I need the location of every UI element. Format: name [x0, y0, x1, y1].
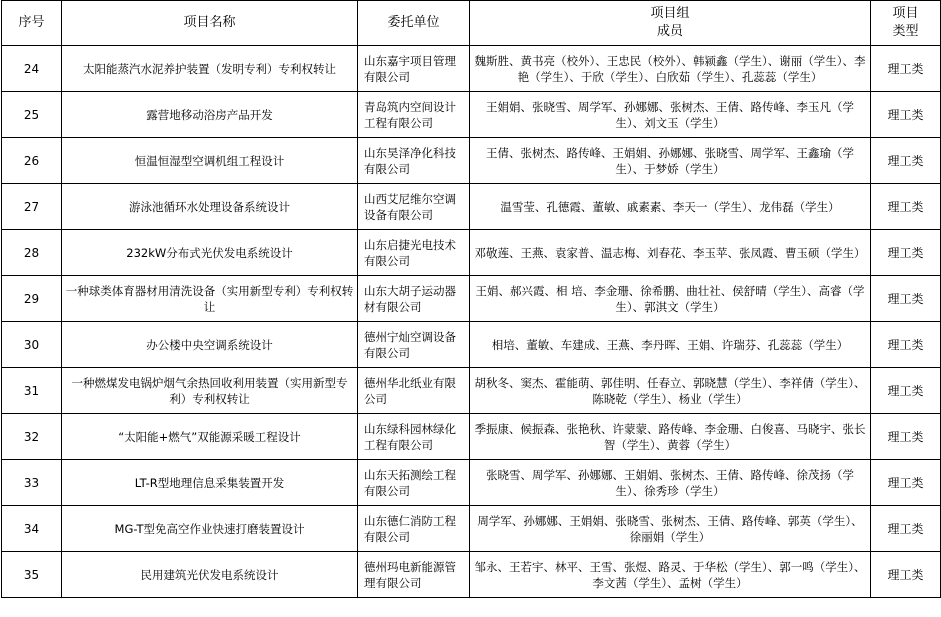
table-row: [2, 322, 941, 368]
cell-seq: 32: [2, 414, 62, 460]
header-seq: 序号: [2, 1, 62, 46]
cell-members: 胡秋冬、窦杰、霍能萌、郭佳明、任春立、郭晓慧（学生）、李祥倩（学生）、陈晓乾（学生）、杨业（学生）: [470, 368, 871, 414]
cell-name: 游泳池循环水处理设备系统设计: [62, 184, 358, 230]
cell-name: LT-R型地理信息采集装置开发: [62, 460, 358, 506]
cell-members: 相培、董敏、车建成、王燕、李丹晖、王娟、许瑞芬、孔蕊蕊（学生）: [470, 322, 871, 368]
cell-seq: 33: [2, 460, 62, 506]
cell-type: 理工类: [871, 460, 941, 506]
cell-unit: 德州玛电新能源管理有限公司: [358, 552, 470, 598]
table-row: [2, 138, 941, 184]
cell-members: 王倩、张树杰、路传峰、王娟娟、孙娜娜、张晓雪、周学军、王鑫瑜（学生）、于梦娇（学生）: [470, 138, 871, 184]
cell-unit: 山东天拓测绘工程有限公司: [358, 460, 470, 506]
cell-seq: 35: [2, 552, 62, 598]
cell-members: 邹永、王若宇、林平、王雪、张煜、路灵、于华松（学生）、郭一鸣（学生）、李文茜（学生）、孟树（学生）: [470, 552, 871, 598]
table-row: [2, 552, 941, 598]
cell-name: 恒温恒湿型空调机组工程设计: [62, 138, 358, 184]
cell-unit: 德州宁灿空调设备有限公司: [358, 322, 470, 368]
cell-type: 理工类: [871, 414, 941, 460]
cell-unit: 山西艾尼维尔空调设备有限公司: [358, 184, 470, 230]
cell-members: 王娟、郝兴霞、相 培、李金珊、徐希鹏、曲壮社、侯舒晴（学生）、高睿（学生）、郭淇文（学生）: [470, 276, 871, 322]
cell-members: 王娟娟、张晓雪、周学军、孙娜娜、张树杰、王倩、路传峰、李玉凡（学生）、刘文玉（学生）: [470, 92, 871, 138]
cell-unit: 山东绿科园林绿化工程有限公司: [358, 414, 470, 460]
table-row: [2, 92, 941, 138]
header-type: [871, 1, 941, 46]
cell-members: 温雪莹、孔德霞、董敏、戚素素、李天一（学生）、龙伟磊（学生）: [470, 184, 871, 230]
cell-unit: 山东昊泽净化科技有限公司: [358, 138, 470, 184]
cell-type: 理工类: [871, 552, 941, 598]
table-row: [2, 414, 941, 460]
table-row: [2, 46, 941, 92]
cell-unit: 山东德仁消防工程有限公司: [358, 506, 470, 552]
project-table: [1, 0, 941, 598]
cell-seq: 27: [2, 184, 62, 230]
header-name: 项目名称: [62, 1, 358, 46]
table-row: [2, 230, 941, 276]
table-row: [2, 276, 941, 322]
cell-members: 魏斯胜、黄书亮（校外）、王忠民（校外）、韩颍鑫（学生）、谢丽（学生）、李艳（学生）、于欣（学生）、白欣茹（学生）、孔蕊蕊（学生）: [470, 46, 871, 92]
cell-name: 一种球类体育器材用清洗设备（实用新型专利）专利权转让: [62, 276, 358, 322]
header-members: [470, 1, 871, 46]
cell-unit: 山东嘉宇项目管理有限公司: [358, 46, 470, 92]
cell-members: 张晓雪、周学军、孙娜娜、王娟娟、张树杰、王倩、路传峰、徐茂扬（学生）、徐秀珍（学生）: [470, 460, 871, 506]
cell-seq: 30: [2, 322, 62, 368]
table-header-row: [2, 1, 941, 46]
cell-type: 理工类: [871, 276, 941, 322]
cell-type: 理工类: [871, 46, 941, 92]
cell-seq: 34: [2, 506, 62, 552]
cell-unit: 德州华北纸业有限公司: [358, 368, 470, 414]
cell-unit: 山东大胡子运动器材有限公司: [358, 276, 470, 322]
cell-name: 办公楼中央空调系统设计: [62, 322, 358, 368]
cell-seq: 29: [2, 276, 62, 322]
cell-type: 理工类: [871, 506, 941, 552]
cell-name: 民用建筑光伏发电系统设计: [62, 552, 358, 598]
cell-seq: 28: [2, 230, 62, 276]
cell-members: 季振康、候振森、张艳秋、许蒙蒙、路传峰、李金珊、白俊喜、马晓宇、张长智（学生）、黄蓉（学生）: [470, 414, 871, 460]
cell-type: 理工类: [871, 138, 941, 184]
cell-members: 邓敬莲、王燕、袁家普、温志梅、刘春花、李玉苹、张凤霞、曹玉硕（学生）: [470, 230, 871, 276]
cell-name: 露营地移动浴房产品开发: [62, 92, 358, 138]
cell-seq: 26: [2, 138, 62, 184]
cell-type: 理工类: [871, 368, 941, 414]
header-members-line1: 项目组: [650, 6, 690, 21]
cell-type: 理工类: [871, 92, 941, 138]
cell-seq: 24: [2, 46, 62, 92]
cell-name: 一种燃煤发电锅炉烟气余热回收利用装置（实用新型专利）专利权转让: [62, 368, 358, 414]
cell-name: MG-T型免高空作业快速打磨装置设计: [62, 506, 358, 552]
cell-name: 太阳能蒸汽水泥养护装置（发明专利）专利权转让: [62, 46, 358, 92]
cell-name: “太阳能+燃气”双能源采暖工程设计: [62, 414, 358, 460]
header-type-line2: 类型: [892, 24, 919, 39]
cell-unit: 青岛筑内空间设计工程有限公司: [358, 92, 470, 138]
cell-unit: 山东启捷光电技术有限公司: [358, 230, 470, 276]
header-members-line2: 成员: [656, 24, 683, 39]
cell-members: 周学军、孙娜娜、王娟娟、张晓雪、张树杰、王倩、路传峰、郭英（学生）、徐丽娟（学生）: [470, 506, 871, 552]
cell-type: 理工类: [871, 184, 941, 230]
table-row: [2, 368, 941, 414]
cell-seq: 31: [2, 368, 62, 414]
cell-name: 232kW分布式光伏发电系统设计: [62, 230, 358, 276]
table-row: [2, 460, 941, 506]
header-type-line1: 项目: [892, 6, 919, 21]
table-row: [2, 506, 941, 552]
cell-type: 理工类: [871, 322, 941, 368]
cell-seq: 25: [2, 92, 62, 138]
header-unit: 委托单位: [358, 1, 470, 46]
cell-type: 理工类: [871, 230, 941, 276]
table-row: [2, 184, 941, 230]
